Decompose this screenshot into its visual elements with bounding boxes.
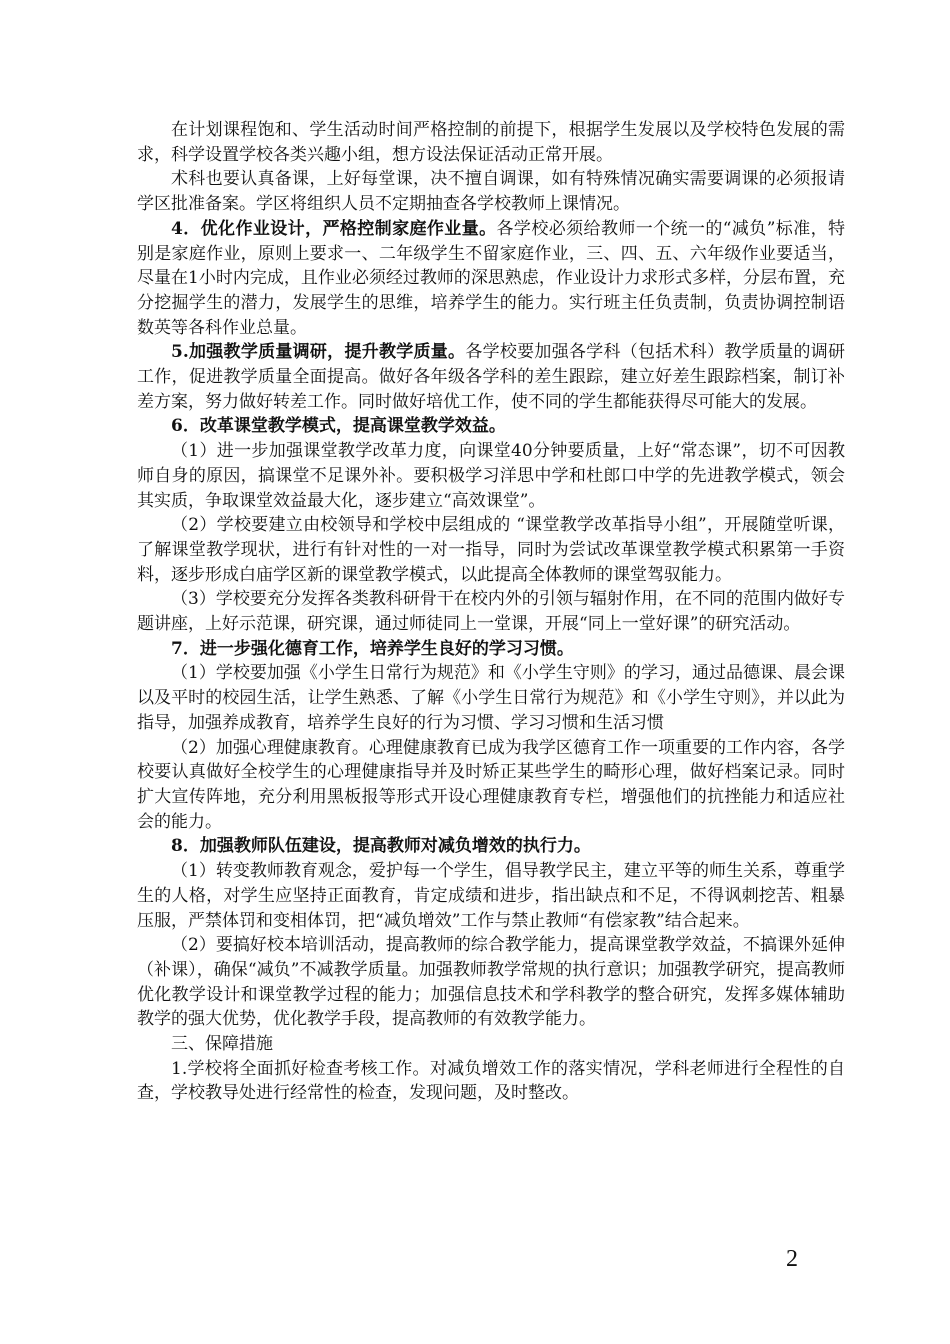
paragraph-classroom-reform-2 xyxy=(137,513,845,587)
section-heading: 6．改革课堂教学模式，提高课堂教学效益。 xyxy=(171,416,506,437)
paragraph-teacher-team-heading xyxy=(137,834,845,859)
paragraph-safeguards-1 xyxy=(137,1057,845,1106)
paragraph-classroom-reform-3 xyxy=(137,587,845,636)
paragraph-moral-education-1 xyxy=(137,661,845,735)
page-number: 2 xyxy=(786,1246,798,1272)
paragraph-text: 1.学校将全面抓好检查考核工作。对减负增效工作的落实情况，学科老师进行全程性的自查，学校教导处进行经常性的检查，发现问题，及时整改。 xyxy=(137,1058,845,1104)
paragraph-text: （3）学校要充分发挥各类教科研骨干在校内外的引领与辐射作用，在不同的范围内做好专题讲座，上好示范课，研究课，通过师徒同上一堂课，开展“同上一堂好课”的研究活动。 xyxy=(137,589,845,635)
paragraph-moral-education-2 xyxy=(137,736,845,835)
paragraph-text: （2）学校要建立由校领导和学校中层组成的 “课堂教学改革指导小组”，开展随堂听课，了解课堂教学现状，进行有针对性的一对一指导，同时为尝试改革课堂教学模式积累第一手资料，逐步形成白庙学区新的课堂教学模式，以此提高全体教师的课堂驾驭能力。 xyxy=(137,515,845,585)
paragraph-text: 在计划课程饱和、学生活动时间严格控制的前提下，根据学生发展以及学校特色发展的需求，科学设置学校各类兴趣小组，想方设法保证活动正常开展。 xyxy=(137,120,845,165)
paragraph-safeguards-heading xyxy=(137,1032,845,1057)
paragraph-text: （2）加强心理健康教育。心理健康教育已成为我学区德育工作一项重要的工作内容，各学校要认真做好全校学生的心理健康指导并及时矫正某些学生的畸形心理，做好档案记录。同时扩大宣传阵地，充分利用黑板报等形式开设心理健康教育专栏，增强他们的抗挫能力和适应社会的能力。 xyxy=(137,737,845,832)
paragraph-text: 术科也要认真备课，上好每堂课，决不擅自调课，如有特殊情况确实需要调课的必须报请学区批准备案。学区将组织人员不定期抽查各学校教师上课情况。 xyxy=(137,169,845,215)
paragraph-homework xyxy=(137,217,845,341)
paragraph-quality-research xyxy=(137,340,845,414)
paragraph-text: （1）转变教师教育观念，爱护每一个学生，倡导教学民主，建立平等的师生关系，尊重学生的人格，对学生应坚持正面教育，肯定成绩和进步，指出缺点和不足，不得讽刺挖苦、粗暴压服，严禁体罚和变相体罚，把“减负增效”工作与禁止教师“有偿家教”结合起来。 xyxy=(137,861,845,931)
paragraph-classroom-reform-1 xyxy=(137,439,845,513)
section-heading: 4．优化作业设计，严格控制家庭作业量。 xyxy=(171,218,497,239)
section-heading: 7．进一步强化德育工作，培养学生良好的学习习惯。 xyxy=(171,638,574,659)
paragraph-text: 各学校必须给教师一个统一的“减负”标准，特别是家庭作业，原则上要求一、二年级学生不留家庭作业，三、四、五、六年级作业要适当，尽量在1小时内完成，且作业必须经过教师的深思熟虑，作业设计力求形式多样，分层布置，充分挖掘学生的潜力，发展学生的思维，培养学生的能力。实行班主任负责制，负责协调控制语数英等各科作业总量。 xyxy=(137,218,846,338)
paragraph-moral-education-heading xyxy=(137,637,845,662)
paragraph-text: 三、保障措施 xyxy=(171,1034,273,1055)
paragraph-text: （2）要搞好校本培训活动，提高教师的综合教学能力，提高课堂教学效益，不搞课外延伸（补课），确保“减负”不减教学质量。加强教师教学常规的执行意识；加强教学研究，提高教师优化教学设计和课堂教学过程的能力；加强信息技术和学科教学的整合研究，发挥多媒体辅助教学的强大优势，优化教学手段，提高教师的有效教学能力。 xyxy=(137,935,845,1030)
paragraph-teacher-team-2 xyxy=(137,933,845,1032)
document-body xyxy=(137,118,845,1106)
paragraph-text: （1）学校要加强《小学生日常行为规范》和《小学生守则》的学习，通过品德课、晨会课以及平时的校园生活，让学生熟悉、了解《小学生日常行为规范》和《小学生守则》，并以此为指导，加强养成教育，培养学生良好的行为习惯、学习习惯和生活习惯 xyxy=(137,663,845,733)
paragraph-text: 各学校要加强各学科（包括术科）教学质量的调研工作，促进教学质量全面提高。做好各年级各学科的差生跟踪，建立好差生跟踪档案，制订补差方案，努力做好转差工作。同时做好培优工作，使不同的学生都能获得尽可能大的发展。 xyxy=(137,342,846,412)
paragraph-art-classes xyxy=(137,167,845,216)
paragraph-classroom-reform-heading xyxy=(137,414,845,439)
paragraph-text: （1）进一步加强课堂教学改革力度，向课堂40分钟要质量，上好“常态课”，切不可因教师自身的原因，搞课堂不足课外补。要积极学习洋思中学和杜郎口中学的先进教学模式，领会其实质，争取课堂效益最大化，逐步建立“高效课堂”。 xyxy=(137,441,845,511)
paragraph-interest-groups xyxy=(137,118,845,167)
paragraph-teacher-team-1 xyxy=(137,859,845,933)
section-heading: 5.加强教学质量调研，提升教学质量。 xyxy=(171,342,466,363)
section-heading: 8．加强教师队伍建设，提高教师对减负增效的执行力。 xyxy=(171,836,591,857)
